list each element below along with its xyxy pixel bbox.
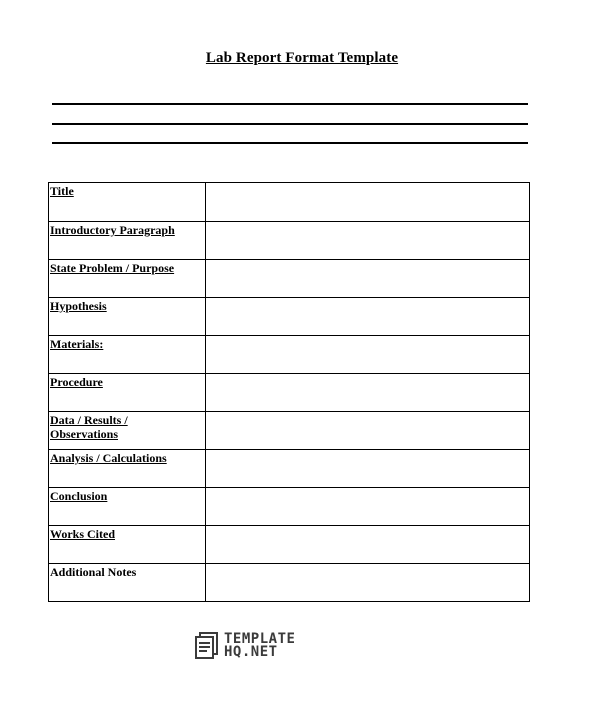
row-label: State Problem / Purpose [50,261,175,275]
document-stack-icon [194,632,220,660]
watermark-text [224,633,295,659]
table-row-procedure [49,374,530,412]
row-label: Hypothesis [50,299,107,313]
row-value-cell[interactable] [206,298,530,336]
table-row-state-problem [49,260,530,298]
row-value-cell[interactable] [206,336,530,374]
row-label: Conclusion [50,489,108,503]
table-row-analysis [49,450,530,488]
table-row-works-cited [49,526,530,564]
row-label-cell [49,564,206,602]
row-label-cell [49,260,206,298]
table-row-introductory-paragraph [49,222,530,260]
row-label-cell [49,450,206,488]
row-value-cell[interactable] [206,374,530,412]
row-value-cell[interactable] [206,183,530,222]
row-label: Works Cited [50,527,116,541]
blank-line-3 [52,142,528,144]
row-label: Title [50,184,74,198]
row-value-cell[interactable] [206,450,530,488]
blank-line-1 [52,103,528,105]
row-label-cell [49,222,206,260]
row-label-cell [49,298,206,336]
row-label-cell [49,488,206,526]
blank-line-2 [52,123,528,125]
watermark-line-2: HQ.NET [224,644,278,660]
row-label-cell [49,336,206,374]
table-row-hypothesis [49,298,530,336]
watermark-logo [194,631,295,661]
table-row-materials [49,336,530,374]
row-value-cell[interactable] [206,526,530,564]
row-label-cell [49,183,206,222]
row-label: Introductory Paragraph [50,223,175,237]
row-label: Procedure [50,375,103,389]
lab-report-table [48,182,530,602]
row-label: Materials: [50,337,104,351]
row-label-cell [49,412,206,450]
page-title: Lab Report Format Template [205,50,399,66]
table-row-conclusion [49,488,530,526]
table-row-title [49,183,530,222]
row-value-cell[interactable] [206,488,530,526]
row-value-cell[interactable] [206,412,530,450]
row-label: Data / Results / Observations [50,413,128,441]
table-row-additional-notes [49,564,530,602]
row-value-cell[interactable] [206,222,530,260]
watermark-line-1: TEMPLATE [224,631,296,647]
row-value-cell[interactable] [206,564,530,602]
row-value-cell[interactable] [206,260,530,298]
row-label-cell [49,526,206,564]
row-label-cell [49,374,206,412]
table-row-data-results [49,412,530,450]
row-label: Additional Notes [50,565,137,579]
row-label: Analysis / Calculations [50,451,167,465]
